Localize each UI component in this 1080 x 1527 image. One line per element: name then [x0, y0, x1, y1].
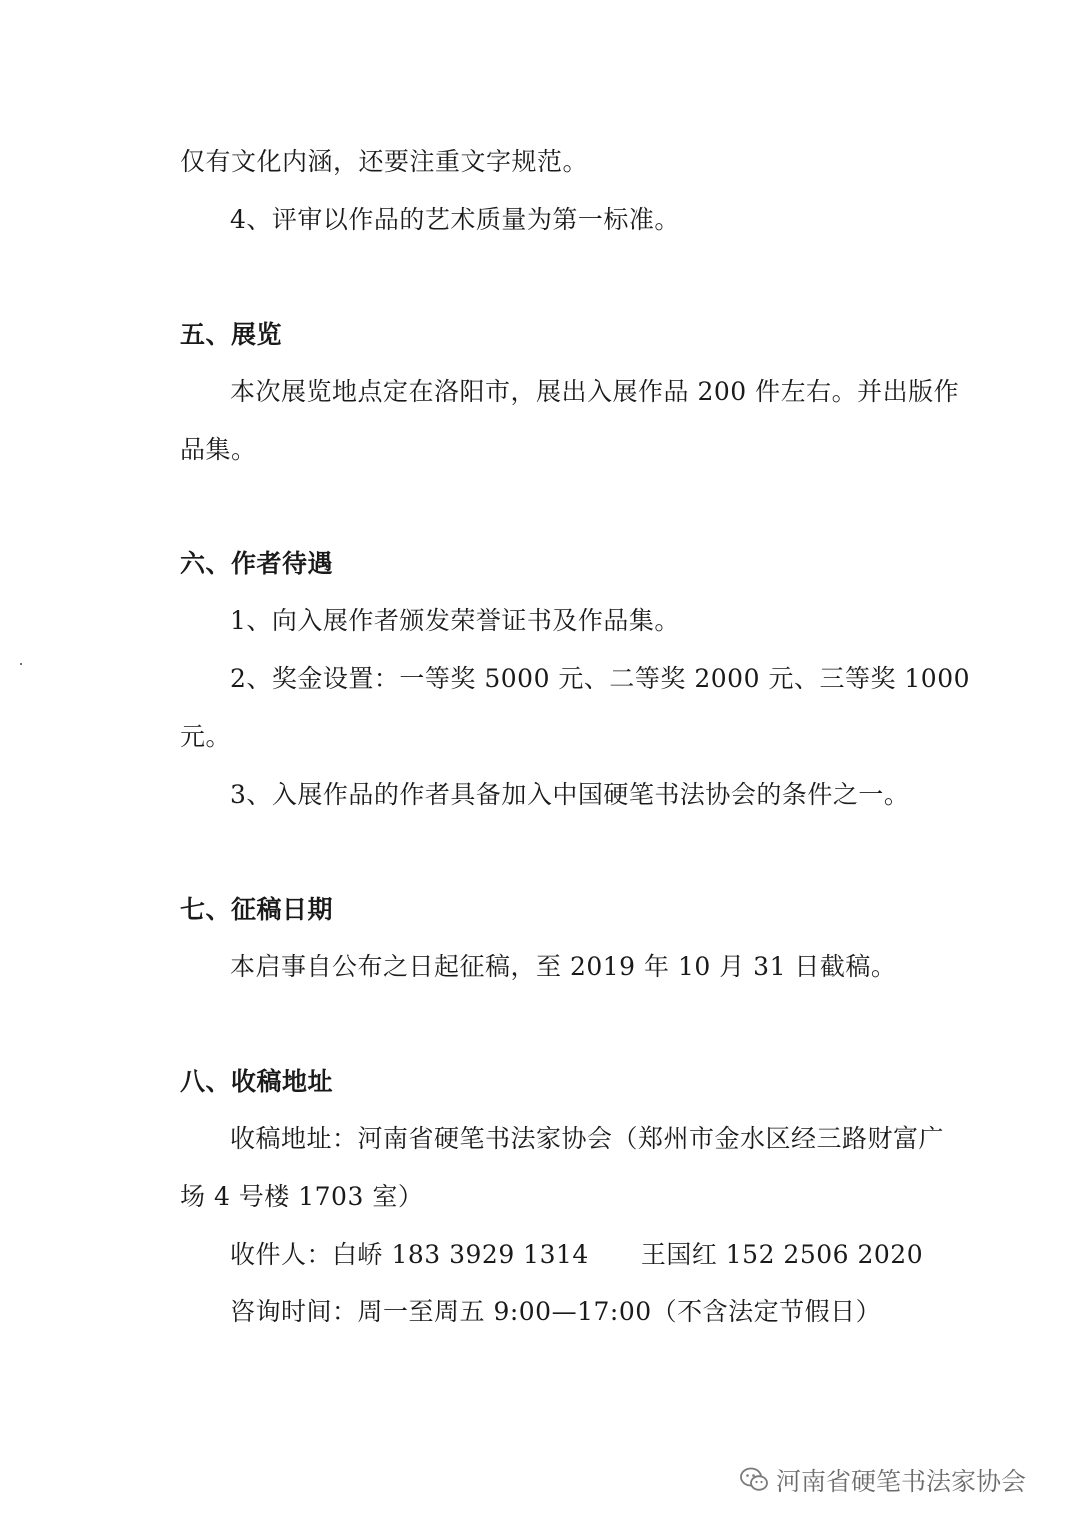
recipient-1: 收件人：白峤 183 3929 1314 — [230, 1240, 589, 1269]
exhibition-paragraph-line-2: 品集。 — [180, 435, 257, 464]
benefit-item-2-line-2: 元。 — [180, 722, 232, 751]
judging-item-4: 4、评审以作品的艺术质量为第一标准。 — [230, 205, 680, 234]
submission-date-paragraph: 本启事自公布之日起征稿，至 2019 年 10 月 31 日截稿。 — [230, 952, 897, 981]
address-line-2: 场 4 号楼 1703 室） — [180, 1182, 424, 1211]
watermark-text: 河南省硬笔书法家协会 — [776, 1467, 1027, 1496]
recipient-2: 王国红 152 2506 2020 — [640, 1240, 924, 1269]
section-heading-exhibition: 五、展览 — [180, 320, 283, 349]
benefit-item-3: 3、入展作品的作者具备加入中国硬笔书法协会的条件之一。 — [230, 780, 910, 809]
consultation-hours: 咨询时间：周一至周五 9:00—17:00（不含法定节假日） — [230, 1297, 882, 1326]
continuation-line: 仅有文化内涵，还要注重文字规范。 — [180, 147, 589, 176]
wechat-icon — [740, 1467, 768, 1493]
scan-speck — [20, 663, 22, 665]
address-line-1: 收稿地址：河南省硬笔书法家协会（郑州市金水区经三路财富广 — [230, 1124, 945, 1153]
section-heading-author-benefits: 六、作者待遇 — [180, 549, 334, 578]
recipients-line — [230, 1239, 923, 1271]
exhibition-paragraph-line-1: 本次展览地点定在洛阳市，展出入展作品 200 件左右。并出版作 — [230, 377, 960, 406]
benefit-item-1: 1、向入展作者颁发荣誉证书及作品集。 — [230, 606, 680, 635]
section-heading-address: 八、收稿地址 — [180, 1067, 334, 1096]
benefit-item-2-line-1: 2、奖金设置：一等奖 5000 元、二等奖 2000 元、三等奖 1000 — [230, 664, 971, 693]
section-heading-submission-date: 七、征稿日期 — [180, 895, 334, 924]
watermark — [740, 1462, 1026, 1498]
